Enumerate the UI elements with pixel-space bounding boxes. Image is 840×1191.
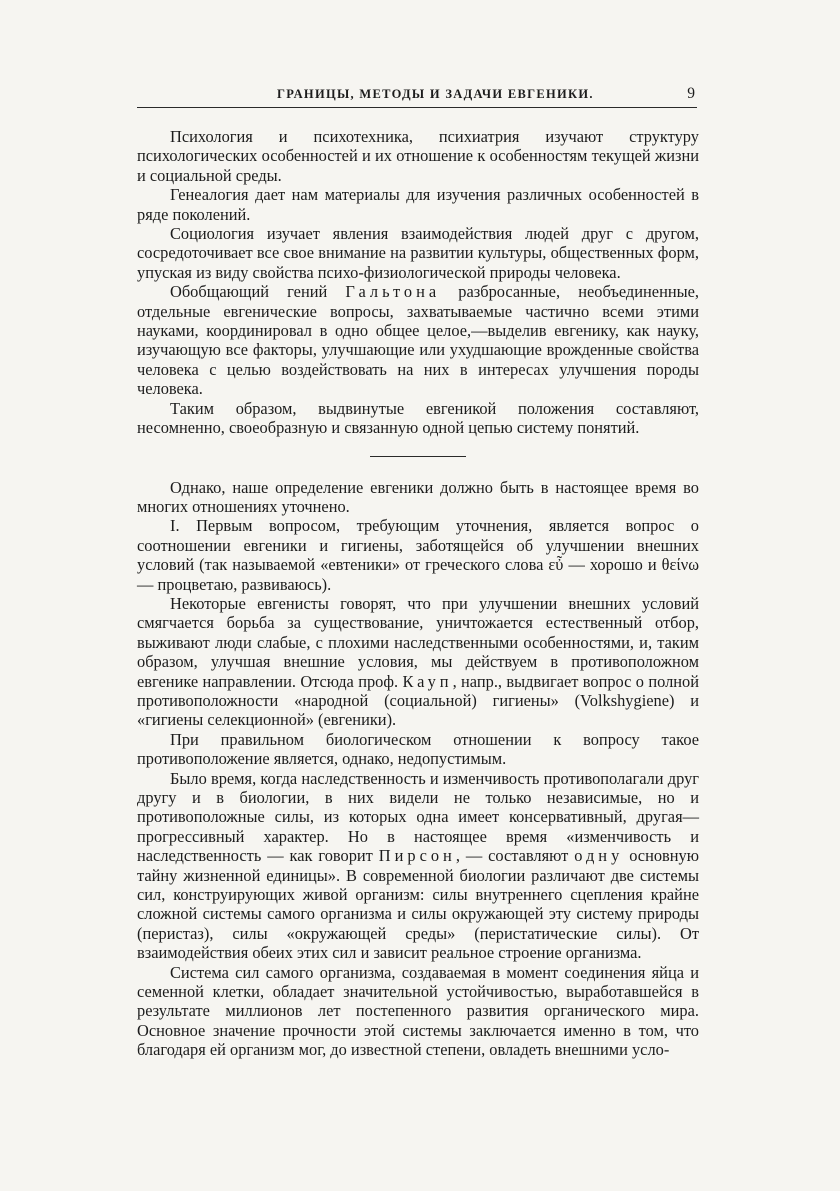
paragraph-first-question: I. Первым вопросом, требующим уточнения, является вопрос о соотношении евгеники и гигиены, заботящейся об улучшении внешних условий (так называемой «евтеники» от греческого слова εὖ — хорошо и θείνω — процветаю, развиваюсь). bbox=[137, 516, 699, 594]
running-title: ГРАНИЦЫ, МЕТОДЫ И ЗАДАЧИ ЕВГЕНИКИ. bbox=[277, 87, 594, 101]
paragraph-genealogy: Генеалогия дает нам материалы для изучения различных особенностей в ряде поколений. bbox=[137, 185, 699, 224]
paragraph-pearson: Было время, когда наследственность и изменчивость противополагали друг другу и в биологии, в них видели не только независимые, но и противоположные силы, из которых одна имеет консервативный, другая—прогрессивный характер. Но в настоящее время «изменчивость и наследственность — как говорит Пирсон, — составляют одну основную тайну жизненной единицы». В современной биологии различают две системы сил, конструирующих живой организм: силы внутреннего сцепления крайне сложной системы самого организма и силы окружающей эту систему природы (перистаз), силы «окружающей среды» (перистатические силы). От взаимодействия обеих этих сил и зависит реальное строение организма. bbox=[137, 768, 699, 963]
spaced-name-galton: Гальтона bbox=[345, 282, 441, 302]
paragraph-definition: Однако, наше определение евгеники должно быть в настоящее время во многих отношениях уточнено. bbox=[137, 477, 699, 516]
page-number: 9 bbox=[687, 85, 695, 102]
page-header bbox=[137, 85, 697, 108]
paragraph-kaup: Некоторые евгенисты говорят, что при улучшении внешних условий смягчается борьба за существование, уничтожается естественный отбор, выживают люди слабые, с плохими наследственными особенностями, и, таким образом, улучшая внешние условия, мы действуем в противоположном евгенике направлении. Отсюда проф. Кауп, напр., выдвигает вопрос о полной противоположности «народной (социальной) гигиены» (Volkshygiene) и «гигиены селекционной» (евгеники). bbox=[137, 593, 700, 730]
body-text bbox=[137, 127, 699, 1060]
paragraph-sociology: Социология изучает явления взаимодействия людей друг с другом, сосредоточивает все свое внимание на развитии культуры, общественных форм, упуская из виду свойства психо-физиологической природы человека. bbox=[137, 224, 699, 282]
spaced-name-kaup: Кауп bbox=[402, 671, 453, 691]
section-separator bbox=[370, 456, 466, 457]
spaced-word-odnu: одну bbox=[574, 846, 624, 866]
paragraph-biological: При правильном биологическом отношении к вопросу такое противоположение является, однако, недопустимым. bbox=[137, 729, 699, 769]
spaced-name-pearson: Пирсон bbox=[378, 846, 456, 866]
paragraph-organism-system: Система сил самого организма, создаваемая в момент соединения яйца и семенной клетки, обладает значительной устойчивостью, выработавшейся в результате миллионов лет постепенного развития органического мира. Основное значение прочности этой системы заключается именно в том, что благодаря ей организм мог, до известной степени, овладеть внешними усло- bbox=[137, 962, 699, 1060]
paragraph-summary: Таким образом, выдвинутые евгеникой положения составляют, несомненно, своеобразную и связанную одной цепью систему понятий. bbox=[137, 398, 699, 438]
paragraph-galton: Обобщающий гений Гальтона разбросанные, необъединенные, отдельные евгенические вопросы, захватываемые частично всеми этими науками, координировал в одно общее целое,—выделив евгенику, как науку, изучающую все факторы, улучшающие или ухудшающие врожденные свойства человека с целью воздействовать на них в интересах улучшения породы человека. bbox=[137, 282, 699, 399]
paragraph-psychology: Психология и психотехника, психиатрия изучают структуру психологических особенностей и их отношение к особенностям текущей жизни и социальной среды. bbox=[137, 127, 699, 185]
